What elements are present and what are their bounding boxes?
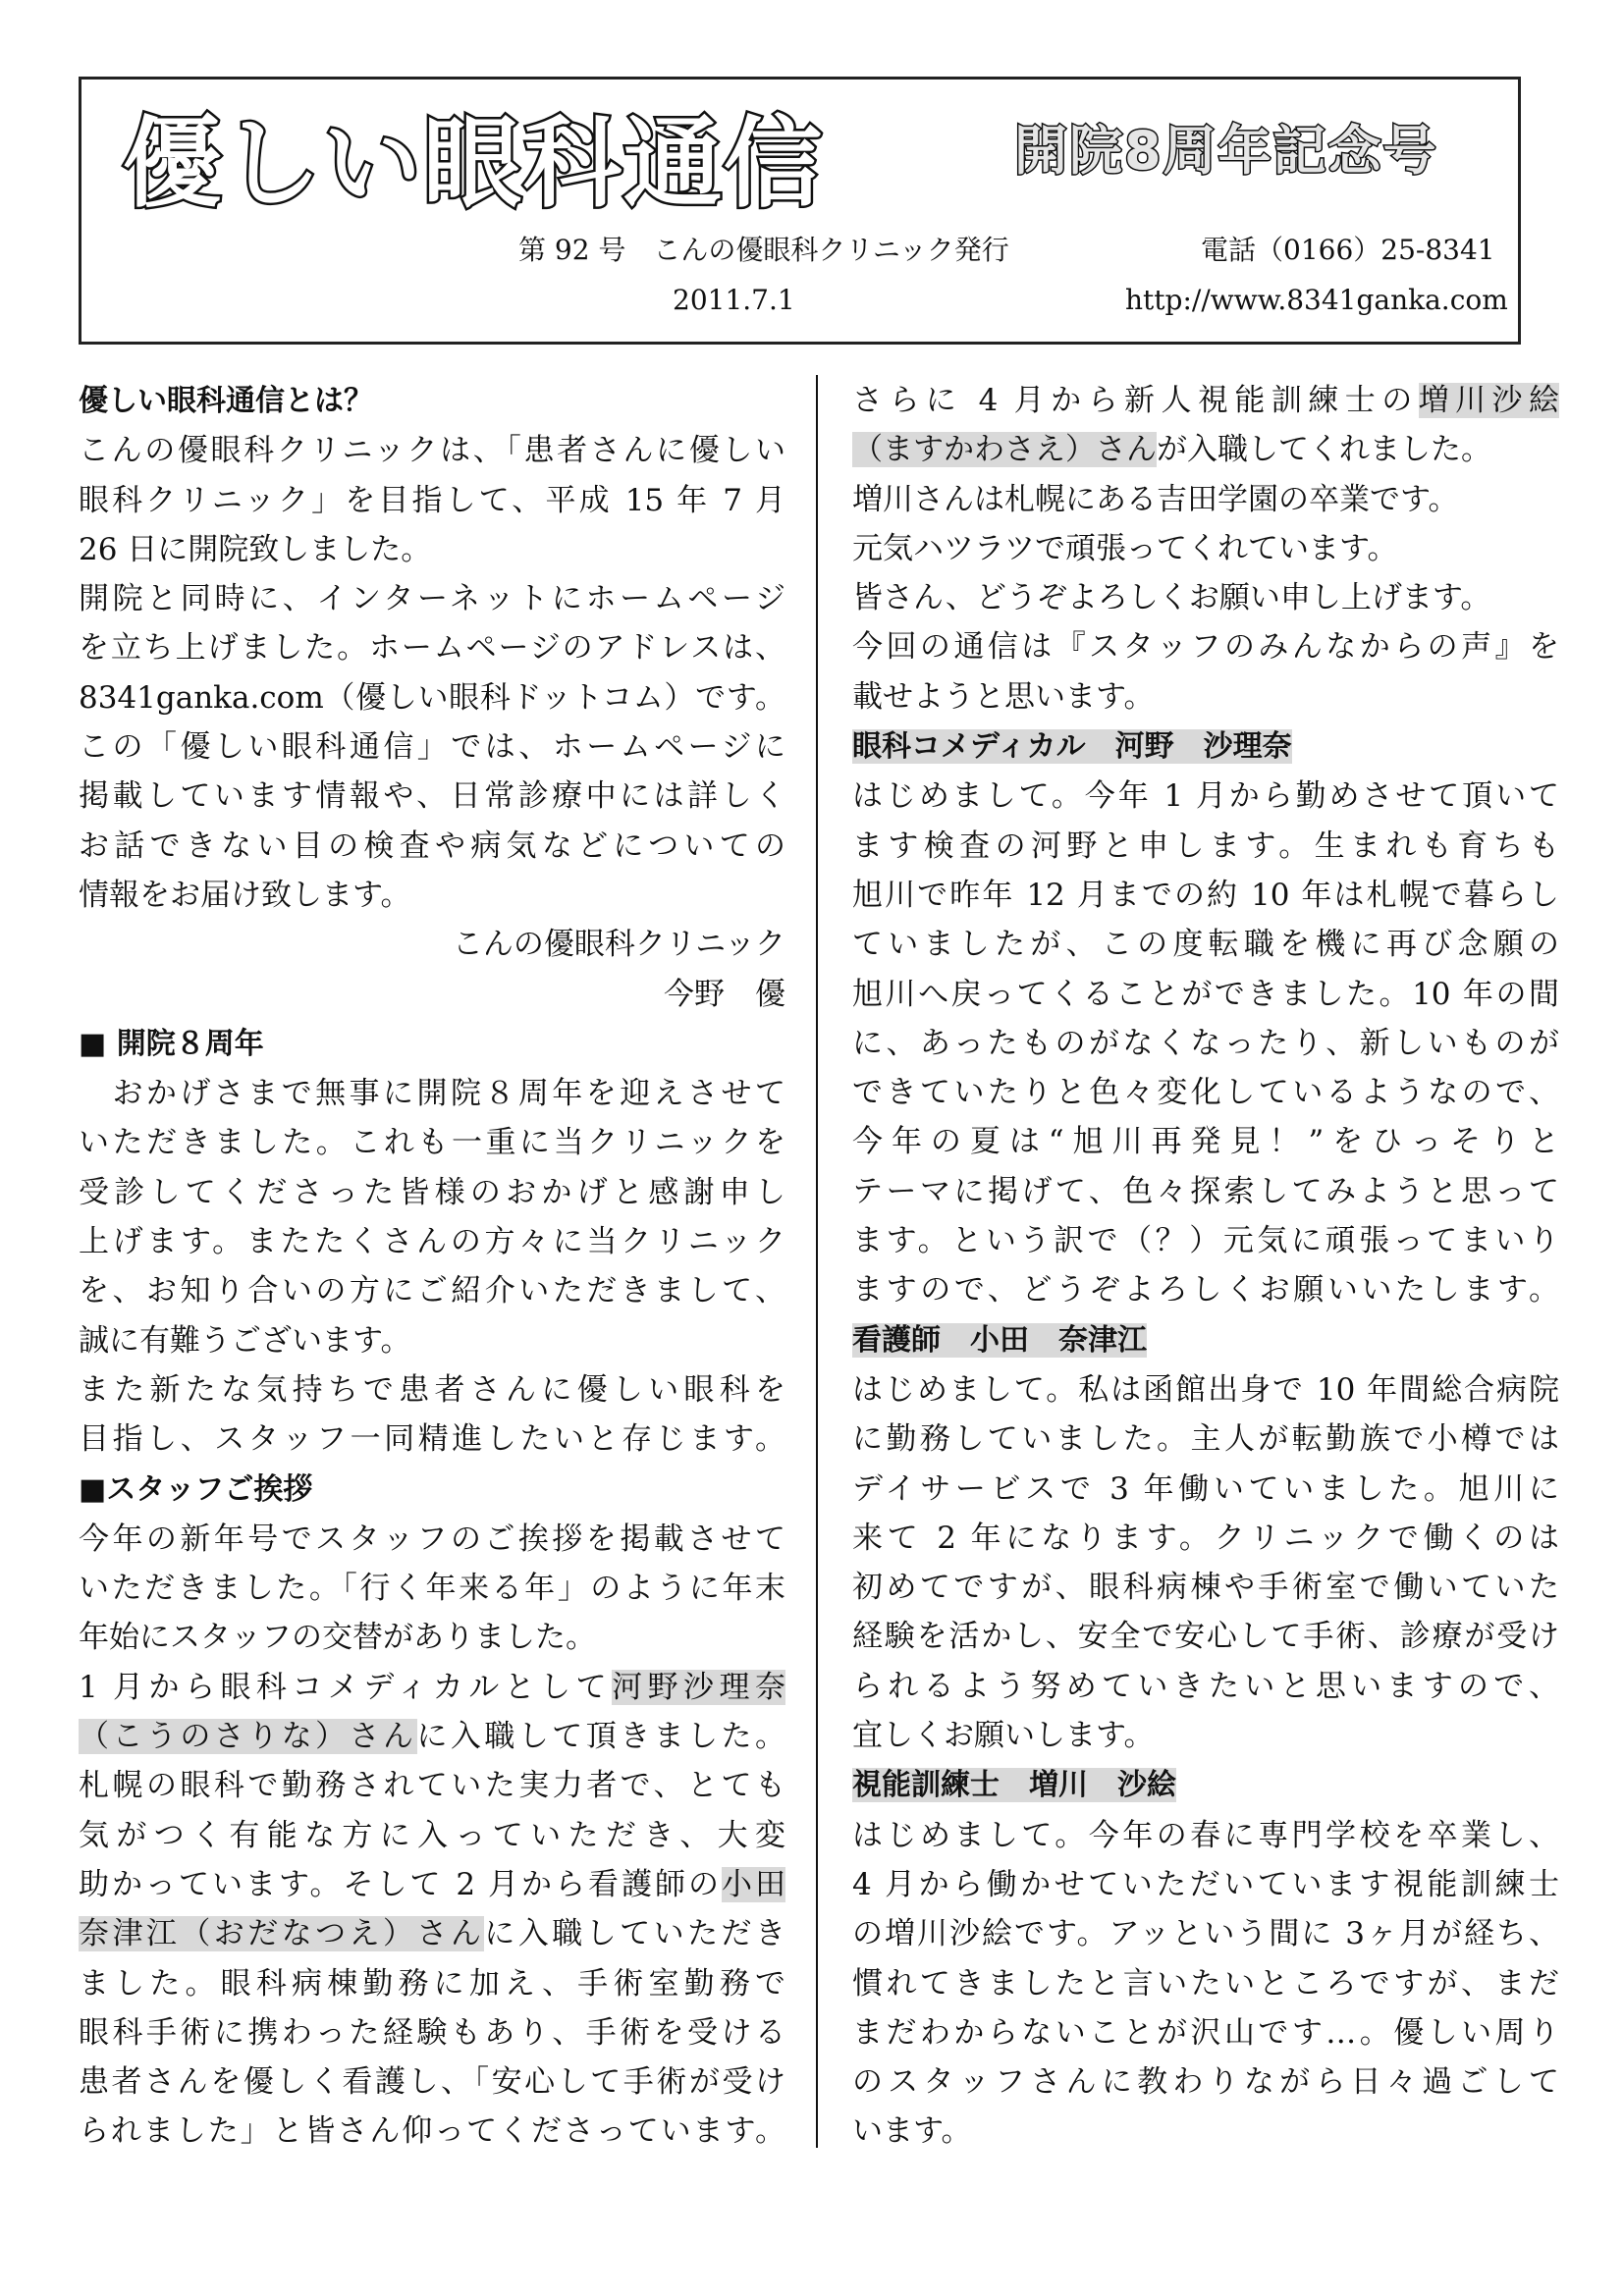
text-line: こんの優眼科クリニックは、「患者さんに優しい	[79, 433, 785, 469]
text-fragment: が入職してくれました。	[1157, 432, 1491, 468]
text-line: います。	[852, 2113, 972, 2150]
text-line: できていたりと色々変化しているようなので、	[852, 1075, 1559, 1111]
text-line: 8341ganka.com（優しい眼科ドットコム）です。	[79, 679, 785, 716]
text-line: 眼科手術に携わった経験もあり、手術を受ける	[79, 2014, 785, 2051]
text-line: 増川さんは札幌にある吉田学園の卒業です。	[852, 481, 1459, 517]
column-divider	[816, 375, 818, 2148]
text-line: 札幌の眼科で勤務されていた実力者で、とても	[79, 1768, 785, 1804]
highlighted-name: 増川沙絵	[1418, 383, 1559, 418]
text-line: 慣れてきましたと言いたいところですが、まだ	[852, 1965, 1559, 2002]
website-url[interactable]: http://www.8341ganka.com	[1125, 284, 1508, 316]
text-line: 患者さんを優しく看護し、「安心して手術が受け	[79, 2064, 785, 2101]
text-line: られました」と皆さん仰ってくださっています。	[79, 2113, 785, 2150]
text-line: 眼科クリニック」を目指して、平成 15 年 7 月	[79, 482, 785, 518]
signature-name: 今野 優	[664, 976, 785, 1012]
text-line: 4 月から働かせていただいています視能訓練士	[852, 1866, 1559, 1902]
text-line: デイサービスで 3 年働いていました。旭川に	[852, 1470, 1559, 1507]
text-line: まだわからないことが沢山です…。優しい周り	[852, 2014, 1559, 2051]
text-line: はじめまして。今年 1 月から勤めさせて頂いて	[852, 778, 1559, 815]
phone-number: 電話（0166）25-8341	[1201, 234, 1495, 266]
text-line: 気がつく有能な方に入っていただき、大変	[79, 1817, 785, 1853]
text-fragment: 助かっています。そして 2 月から看護師の	[79, 1866, 722, 1902]
text-line: に、あったものがなくなったり、新しいものが	[852, 1025, 1559, 1061]
text-line: のスタッフさんに教わりながら日々過ごして	[852, 2064, 1559, 2101]
text-line: ます。という訳で（？）元気に頑張ってまいり	[852, 1223, 1559, 1259]
text-line: 上げます。またたくさんの方々に当クリニック	[79, 1224, 785, 1260]
text-fragment: 1 月から眼科コメディカルとして	[79, 1669, 613, 1705]
anniversary-issue-label: 開院8周年記念号	[1014, 120, 1438, 182]
text-line: 旭川へ戻ってくることができました。10 年の間	[852, 976, 1559, 1012]
text-line: いただきました。これも一重に当クリニックを	[79, 1125, 785, 1161]
text-line: 情報をお届け致します。	[79, 877, 411, 913]
newsletter-title: 優しい眼科通信	[123, 106, 824, 221]
text-line: 今年の夏は“旭川再発見！”をひっそりと	[852, 1124, 1559, 1160]
text-line: この「優しい眼科通信」では、ホームページに	[79, 729, 785, 766]
text-line: 元気ハツラツで頑張ってくれています。	[852, 530, 1398, 566]
anniversary-heading: ■ 開院８周年	[79, 1026, 264, 1061]
text-line: 目指し、スタッフ一同精進したいと存じます。	[79, 1421, 785, 1458]
text-line: 載せようと思います。	[852, 678, 1155, 715]
left-column	[79, 376, 785, 2157]
text-line: ていましたが、この度転職を機に再び念願の	[852, 927, 1559, 963]
staff-greeting-heading: ■スタッフご挨拶	[79, 1471, 313, 1507]
text-line: 26 日に開院致しました。	[79, 531, 432, 567]
text-line	[79, 1860, 785, 1909]
issue-info: 第 92 号 こんの優眼科クリニック発行	[518, 234, 1009, 266]
oda-section-heading: 看護師 小田 奈津江	[852, 1322, 1147, 1358]
highlighted-name: （ますかわさえ）さん	[852, 432, 1157, 468]
intro-heading: 優しい眼科通信とは？	[79, 384, 373, 418]
text-line: いただきました。「行く年来る年」のように年末	[79, 1571, 785, 1607]
text-line: お話できない目の検査や病気などについての	[79, 828, 785, 864]
highlighted-name: （こうのさりな）さん	[79, 1719, 417, 1755]
text-line: はじめまして。今年の春に専門学校を卒業し、	[852, 1817, 1559, 1853]
text-line	[852, 425, 1559, 474]
text-line: の増川沙絵です。アッという間に 3ヶ月が経ち、	[852, 1916, 1559, 1952]
text-line: 受診してくださった皆様のおかげと感謝申し	[79, 1174, 785, 1210]
highlighted-name: 小田	[722, 1866, 786, 1902]
text-line: 今回の通信は『スタッフのみんなからの声』を	[852, 629, 1559, 666]
text-line: 経験を活かし、安全で安心して手術、診療が受け	[852, 1619, 1559, 1655]
text-line: おかげさまで無事に開院８周年を迎えさせて	[79, 1076, 785, 1112]
text-line: 皆さん、どうぞよろしくお願い申し上げます。	[852, 580, 1491, 616]
text-line: に勤務していました。主人が転勤族で小樽では	[852, 1421, 1559, 1458]
text-line: 年始にスタッフの交替がありました。	[79, 1620, 596, 1656]
text-line	[79, 1712, 785, 1761]
text-line: また新たな気持ちで患者さんに優しい眼科を	[79, 1371, 785, 1408]
issue-date: 2011.7.1	[673, 284, 795, 316]
masthead	[79, 77, 1521, 345]
text-line: 今年の新年号でスタッフのご挨拶を掲載させて	[79, 1521, 785, 1557]
highlighted-name: 奈津江（おだなつえ）さん	[79, 1916, 485, 1952]
text-line	[852, 376, 1559, 425]
text-line: 掲載しています情報や、日常診療中には詳しく	[79, 778, 785, 815]
text-line: 宜しくお願いします。	[852, 1718, 1155, 1754]
text-line: 旭川で昨年 12 月までの約 10 年は札幌で暮らし	[852, 877, 1559, 913]
text-line: はじめまして。私は函館出身で 10 年間総合病院	[852, 1371, 1559, 1408]
signature-clinic: こんの優眼科クリニック	[452, 927, 785, 963]
text-line: 誠に有難うございます。	[79, 1322, 411, 1359]
text-line: を立ち上げました。ホームページのアドレスは、	[79, 630, 785, 667]
text-fragment: さらに 4 月から新人視能訓練士の	[852, 383, 1419, 418]
text-line: テーマに掲げて、色々探索してみようと思って	[852, 1173, 1559, 1209]
text-line: ます検査の河野と申します。生まれも育ちも	[852, 828, 1559, 864]
text-line: ました。眼科病棟勤務に加え、手術室勤務で	[79, 1965, 785, 2002]
text-line: られるよう努めていきたいと思いますので、	[852, 1668, 1559, 1704]
text-line: 初めてですが、眼科病棟や手術室で働いていた	[852, 1570, 1559, 1606]
text-line: 来て 2 年になります。クリニックで働くのは	[852, 1520, 1559, 1556]
text-fragment: に入職していただき	[484, 1916, 786, 1952]
text-fragment: に入職して頂きました。	[416, 1719, 785, 1755]
text-line: 開院と同時に、インターネットにホームページ	[79, 581, 785, 617]
kono-section-heading: 眼科コメディカル 河野 沙理奈	[852, 729, 1292, 765]
text-line	[79, 1663, 785, 1712]
text-line	[79, 1909, 785, 1958]
right-column	[852, 376, 1559, 2157]
highlighted-name: 河野沙理奈	[612, 1669, 785, 1705]
text-line: ますので、どうぞよろしくお願いいたします。	[852, 1272, 1559, 1308]
text-line: を、お知り合いの方にご紹介いただきまして、	[79, 1273, 785, 1309]
masukawa-section-heading: 視能訓練士 増川 沙絵	[852, 1768, 1176, 1803]
